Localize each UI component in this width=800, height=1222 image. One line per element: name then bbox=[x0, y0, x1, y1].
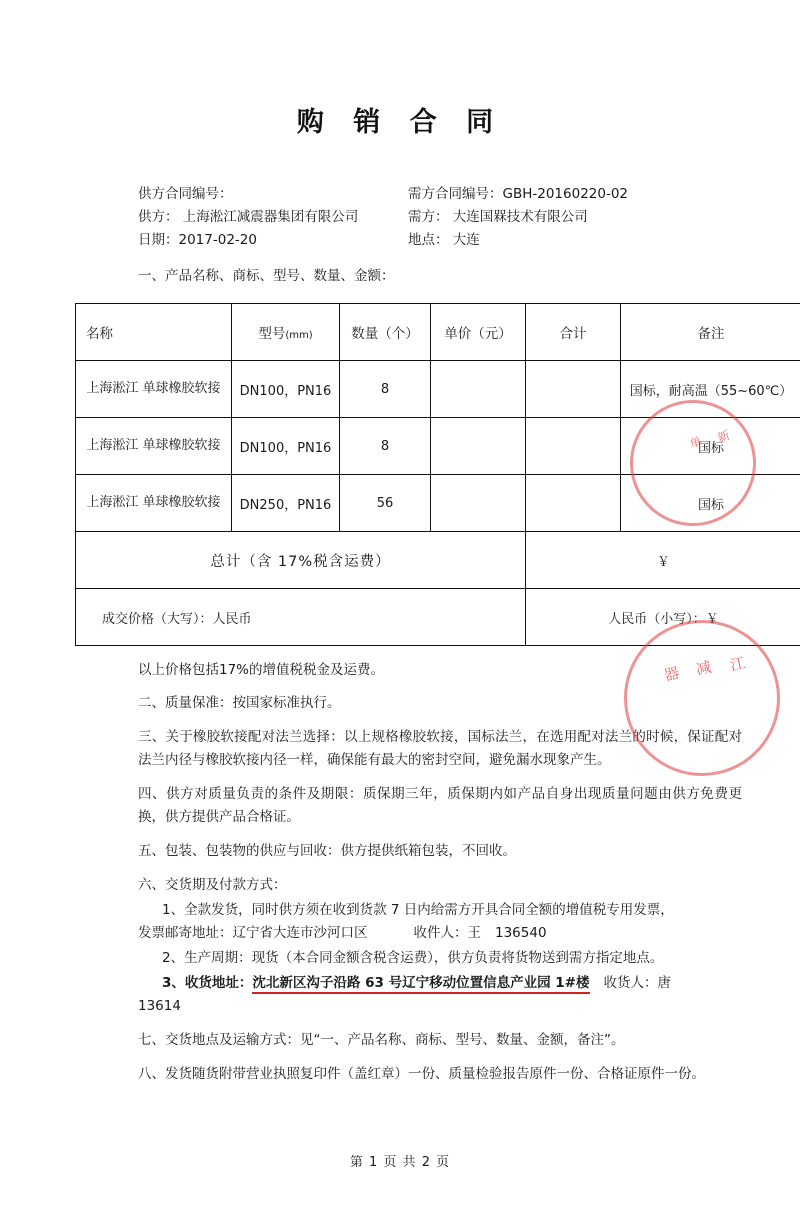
contract-page bbox=[0, 100, 800, 1222]
cell-name: 上海淞江 单球橡胶软接 bbox=[76, 361, 232, 418]
cell-note: 国标，耐高温（55~60℃） bbox=[621, 361, 800, 418]
header-meta-right bbox=[408, 183, 740, 252]
cell-qty: 56 bbox=[340, 475, 431, 532]
table-header-row bbox=[76, 304, 800, 361]
table-total-row bbox=[76, 532, 800, 589]
cell-note: 国标 bbox=[621, 475, 800, 532]
supplier-contract-no: 供方合同编号： bbox=[138, 183, 408, 206]
price-words-label: 成交价格（大写）：人民币 bbox=[76, 589, 526, 646]
cell-qty: 8 bbox=[340, 361, 431, 418]
location: 地点： 大连 bbox=[408, 229, 740, 252]
th-name-label: 名称 bbox=[80, 322, 227, 342]
th-note: 备注 bbox=[621, 304, 800, 361]
clause-6-1-invoice-address bbox=[0, 922, 800, 945]
stamp-2-char-2: 减 bbox=[692, 658, 716, 677]
clause-3: 三、关于橡胶软接配对法兰选择：以上规格橡胶软接，国标法兰，在选用配对法兰的时候，保证配对法兰内径与橡胶软接内径一样，确保能有最大的密封空间，避免漏水现象产生。 bbox=[0, 726, 800, 772]
stamp-1-char-1: 新 bbox=[714, 428, 734, 445]
page-footer: 第 1 页 共 2 页 bbox=[0, 1151, 800, 1170]
cell-price bbox=[431, 475, 526, 532]
cell-name: 上海淞江 单球橡胶软接 bbox=[76, 418, 232, 475]
cell-sum bbox=[526, 361, 621, 418]
invoice-receiver: 收件人：王 bbox=[414, 925, 482, 941]
cell-model: DN100，PN16 bbox=[232, 418, 340, 475]
delivery-address-value: 沈北新区沟子沿路 63 号辽宁移动位置信息产业园 1#楼 bbox=[252, 975, 589, 994]
supplier-name: 供方： 上海淞江减震器集团有限公司 bbox=[138, 206, 408, 229]
clause-5: 五、包装、包装物的供应与回收：供方提供纸箱包装，不回收。 bbox=[0, 840, 800, 863]
stamp-1-char-2: 单 bbox=[686, 434, 706, 451]
cell-sum bbox=[526, 475, 621, 532]
th-model-label: 型号 bbox=[258, 326, 285, 342]
th-name bbox=[76, 304, 232, 361]
th-qty: 数量（个） bbox=[340, 304, 431, 361]
buyer-name: 需方： 大连国槑技术有限公司 bbox=[408, 206, 740, 229]
cell-model: DN100，PN16 bbox=[232, 361, 340, 418]
table-row bbox=[76, 475, 800, 532]
clause-6-3 bbox=[0, 972, 800, 995]
header-meta bbox=[0, 183, 800, 252]
total-label: 总计（含 17%税含运费） bbox=[76, 532, 526, 589]
price-digits-label: 人民币（小写）：￥ bbox=[526, 589, 800, 646]
cell-qty: 8 bbox=[340, 418, 431, 475]
delivery-address-label: 3、收货地址： bbox=[162, 975, 252, 991]
goods-table bbox=[75, 303, 800, 646]
delivery-receiver: 收货人：唐 bbox=[604, 975, 672, 991]
table-row bbox=[76, 361, 800, 418]
clause-tax-note: 以上价格包括17%的增值税税金及运费。 bbox=[0, 660, 800, 681]
cell-name: 上海淞江 单球橡胶软接 bbox=[76, 475, 232, 532]
contract-date: 日期：2017-02-20 bbox=[138, 229, 408, 252]
stamp-2-char-3: 器 bbox=[660, 664, 684, 683]
cell-price bbox=[431, 361, 526, 418]
table-price-words-row bbox=[76, 589, 800, 646]
clause-4: 四、供方对质量负责的条件及期限：质保期三年，质保期内如产品自身出现质量问题由供方免费更换，供方提供产品合格证。 bbox=[0, 783, 800, 829]
clause-7: 七、交货地点及运输方式：见“一、产品名称、商标、型号、数量、金额，备注”。 bbox=[0, 1029, 800, 1052]
delivery-receiver-phone: 13614 bbox=[0, 995, 800, 1018]
invoice-receiver-phone: 136540 bbox=[495, 925, 547, 941]
clause-6-1: 1、全款发货，同时供方须在收到货款 7 日内给需方开具合同全额的增值税专用发票， bbox=[0, 899, 800, 922]
cell-model: DN250，PN16 bbox=[232, 475, 340, 532]
cell-note: 国标 bbox=[621, 418, 800, 475]
th-price: 单价（元） bbox=[431, 304, 526, 361]
cell-price bbox=[431, 418, 526, 475]
th-model bbox=[232, 304, 340, 361]
invoice-address-text: 发票邮寄地址：辽宁省大连市沙河口区 bbox=[138, 925, 368, 941]
cell-sum bbox=[526, 418, 621, 475]
total-value: ￥ bbox=[526, 532, 800, 589]
clause-2: 二、质量保准：按国家标准执行。 bbox=[0, 692, 800, 715]
buyer-contract-no: 需方合同编号：GBH-20160220-02 bbox=[408, 183, 740, 206]
stamp-2-char-1: 江 bbox=[726, 654, 750, 673]
clause-8: 八、发货随货附带营业执照复印件（盖红章）一份、质量检验报告原件一份、合格证原件一份。 bbox=[0, 1063, 800, 1086]
section-one-title: 一、产品名称、商标、型号、数量、金额： bbox=[0, 266, 800, 287]
th-sum: 合计 bbox=[526, 304, 621, 361]
page-title: 购 销 合 同 bbox=[0, 100, 800, 139]
header-meta-left bbox=[138, 183, 408, 252]
th-model-unit: (mm) bbox=[285, 330, 312, 341]
clause-6-title: 六、交货期及付款方式： bbox=[0, 874, 800, 897]
clause-6-2: 2、生产周期：现货（本合同金额含税含运费），供方负责将货物送到需方指定地点。 bbox=[0, 947, 800, 970]
goods-table-wrapper bbox=[0, 303, 800, 646]
